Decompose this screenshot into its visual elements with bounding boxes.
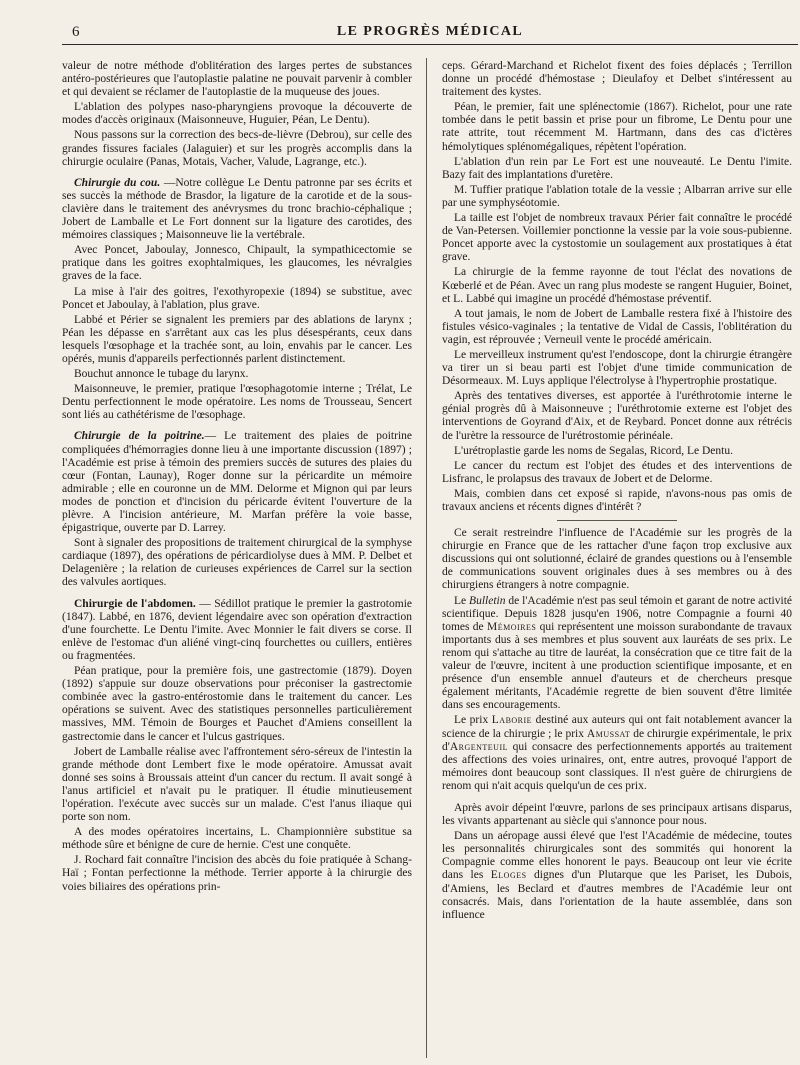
paragraph: A des modes opératoires incertains, L. Championnière substitue sa méthode sûre et bénigne de cure de hernie. C'est une conquête. (62, 826, 412, 852)
eloges-title: Eloges (490, 869, 527, 882)
paragraph: Nous passons sur la correction des becs-de-lièvre (Debrou), sur celle des grandes fissures faciales (Jalaguier) et sur les progrès accomplis dans la chirurgie oculaire (Panas, Motais, Vacher, Valude, Lagrange, etc.). (62, 129, 412, 168)
paragraph: Ce serait restreindre l'influence de l'Académie sur les progrès de la chirurgie en France que de les rattacher d'une façon trop exclusive aux discussions qui ont solutionné, éclairé de grandes questions ou à l'ensemble de communications souvent originales dues à ses membres ou à des chirurgiens étrangers à notre compagnie. (442, 527, 792, 592)
section-heading: Chirurgie de la poitrine. (74, 430, 205, 443)
text-run: dignes d'un Plutarque que les Pariset, les Dubois, d'Amiens, les Beclard et d'autres membres de l'Académie leur ont consacrés. Mais, dans l'orientation de la haute assemblée, dans son influence (442, 869, 792, 921)
right-column (442, 60, 792, 924)
paragraph: L'ablation d'un rein par Le Fort est une nouveauté. Le Dentu l'imite. Bazy fait des implantations d'uretère. (442, 155, 792, 181)
text-run: qui représentent une moisson surabondante de travaux importants dus à ses membres et plus souvent aux lauréats de ses prix. Le renom qui s'attache au titre de lauréat, la consécration que ce titre fait de la valeur de l'œuvre, incitent à une production scientifique imposante, et en présence d'un ensemble annuel d'auteurs et de chercheurs presque également méritants, l'Académie regrette de bien souvent d'être limitée dans ses encouragements. (442, 620, 793, 712)
left-column (62, 60, 412, 896)
paragraph: L'urétroplastie garde les noms de Segalas, Ricord, Le Dentu. (454, 444, 733, 457)
paragraph: Mais, combien dans cet exposé si rapide, n'avons-nous pas omis de travaux anciens et récents dignes d'intérêt ? (442, 487, 792, 513)
paragraph: Jobert de Lamballe réalise avec l'affrontement séro-séreux de l'intestin la grande méthode dont Lembert fixe le mode opératoire. Amussat avait donné ses soins à Broussais atteint d'un cancer du rectum. Il avait songé à l'anus artificiel et n'avait pu le pratiquer. Il étudie minutieusement l'opération. l'exécute avec succès sur un malade. C'est l'anus iliaque qui porte son nom. (62, 745, 412, 824)
text-run: qui consacre des perfectionnements apportés au traitement des affections des voies urinaires, ont, entre autres, provoqué l'apport de mémoires dont beaucoup sont classiques. Il n'est guère de chirurgiens de renom qui n'ait acquis quelqu'un de ces prix. (442, 740, 792, 792)
paragraph: valeur de notre méthode d'oblitération des larges pertes de substances antéro-postérieures que l'autoplastie palatine ne pouvait parvenir à combler et qui devaient se réclamer de l'autoplastie de la muqueuse des joues. (62, 60, 412, 99)
paragraph: L'ablation des polypes naso-pharyngiens provoque la découverte de modes d'accès originaux (Maisonneuve, Huguier, Péan, Le Dentu). (62, 101, 412, 127)
paragraph: Le cancer du rectum est l'objet des études et des interventions de Lisfranc, le prolapsus des travaux de Jobert et de Delorme. (442, 459, 792, 485)
section-cou (62, 177, 412, 242)
column-divider (426, 58, 427, 1058)
memoires-title: Mémoires (486, 620, 537, 633)
paragraph: Le merveilleux instrument qu'est l'endoscope, dont la chirurgie étrangère va tirer un si beau parti est l'objet d'une timide communication de Désormeaux. M. Luys applique l'électrolyse à l'hypertrophie prostatique. (442, 348, 792, 388)
paragraph: Sont à signaler des propositions de traitement chirurgical de la symphyse cardiaque (1897), des opérations de péricardiolyse dues à MM. P. Delbet et Delagenière ; la relation de curieuses expériences de Carrel sur la section des valvules aortiques. (62, 537, 412, 589)
paragraph: La chirurgie de la femme rayonne de tout l'éclat des novations de Kœberlé et de Péan. Avec un rang plus modeste se rangent Huguier, Boinet, et L. Labbé qui imagine un procédé d'hémostase préventif. (442, 266, 792, 305)
section-text: —Notre collègue Le Dentu patronne par ses écrits et ses succès la méthode de Brasdor, la ligature de la carotide et de la sous-clavière dans le traitement des anévrysmes du tronc brachio-céphalique ; Jobert de Lamballe et Le Fort donnent sur la ligature des carotides, des mémoires classiques ; Maisonneuve lie la vertébrale. (62, 176, 413, 242)
prize-name: Amussat (586, 727, 631, 740)
section-rule (557, 520, 677, 521)
paragraph: J. Rochard fait connaître l'incision des abcès du foie pratiquée à Schang-Haï ; Fontan perfectionne la méthode. Terrier apporte à la chirurgie des voies biliaires des opérations prin- (62, 854, 412, 893)
section-text: — Le traitement des plaies de poitrine compliquées d'hémorragies donne lieu à une importante discussion (1897) ; l'Académie est prise à témoin des premiers succès de sutures des plaies du cœur (Fontan, Launay), Roger donne sur la péricardite un mémoire admirable ; elle en couronne un de MM. Delorme et Mignon qui par leurs modes de ponction et d'incision du péricarde évitent l'ouverture de la plèvre. A l'incision antérieure, M. Marfan préfère la voie basse, épigastrique, ouverte par D. Larrey. (62, 430, 412, 535)
section-abdomen (62, 598, 412, 663)
paragraph: Avec Poncet, Jaboulay, Jonnesco, Chipault, la sympathicectomie se pratique dans les goitres exophtalmiques, les glaucomes, les névralgies graves de la face. (62, 244, 412, 283)
section-heading: Chirurgie du cou. (74, 176, 161, 189)
paragraph: Maisonneuve, le premier, pratique l'œsophagotomie interne ; Trélat, Le Dentu perfectionnent le mode opératoire. Les noms de Trousseau, Sencert sont liés au cathétérisme de l'œsophage. (62, 383, 412, 422)
paragraph: Après des tentatives diverses, est apportée à l'uréthrotomie interne le génial progrès dû à Maisonneuve ; l'uréthrotomie externe est l'objet des interventions de Goyrand d'Aix, et de Reybard. Poncet donne aux rétrécis de l'urètre la ressource de l'urétrostomie périnéale. (442, 390, 792, 442)
section-poitrine (62, 430, 412, 535)
paragraph: Après avoir dépeint l'œuvre, parlons de ses principaux artisans disparus, les vivants appartenant au siècle qui s'annonce pour nous. (442, 801, 792, 828)
text-run: de chirurgie expérimentale, le prix d' (442, 727, 793, 753)
text-run: de l'Académie n'est pas seul témoin et garant de notre activité scientifique. Depuis 1828 jusqu'en 1906, notre Compagnie a fourni 40 tomes de (442, 594, 792, 633)
paragraph: La taille est l'objet de nombreux travaux Périer fait connaître le procédé de Van-Petersen. Voillemier ponctionne la vessie par la voie sous-pubienne. Poncet apporte avec la cystostomie un soulagement aux prostatiques à état grave. (442, 212, 792, 264)
text-run: Le prix (454, 714, 492, 727)
journal-title: LE PROGRÈS MÉDICAL (336, 24, 524, 39)
prize-name: Laborie (491, 714, 533, 727)
paragraph (442, 830, 792, 922)
paragraph: La mise à l'air des goitres, l'exothyropexie (1894) se substitue, avec Poncet et Jaboulay, à l'ablation, plus grave. (62, 285, 412, 311)
paragraph: ceps. Gérard-Marchand et Richelot fixent des foies déplacés ; Terrillon donne un procédé d'hémostase ; Dieulafoy et Delbet s'intéressent au traitement des kystes. (442, 60, 792, 99)
paragraph (442, 714, 792, 793)
section-heading: Chirurgie de l'abdomen. (74, 597, 196, 610)
paragraph: M. Tuffier pratique l'ablation totale de la vessie ; Albarran arrive sur elle par une symphyséotomie. (442, 183, 792, 209)
paragraph: Bouchut annonce le tubage du larynx. (74, 368, 249, 381)
text-run: destiné aux auteurs qui ont fait notablement avancer la science de la chirurgie ; le prix (442, 714, 793, 740)
text-run: Dans un aéropage aussi élevé que l'est l'Académie de médecine, toutes les personnalités chirurgicales sont des sommités qui honorent la Compagnie comme elles honorent le pays. Beaucoup ont leur vie écrite dans les (442, 830, 792, 882)
paragraph: Labbé et Périer se signalent les premiers par des ablations de larynx ; Péan les dépasse en s'arrêtant aux cas les plus désespérants, ceux dans lesquels l'œsophage et la trachée sont, au loin, envahis par le cancer. Les opérés, munis d'appareils perfectionnés parlent distinctement. (62, 313, 412, 365)
paragraph: Péan, le premier, fait une splénectomie (1867). Richelot, pour une rate tombée dans le petit bassin et prise pour un fibrome, Le Dentu pour une rate attrite, tout récemment M. Hartmann, dans des cas d'ictères hémolytiques splénomégaliques, répètent l'opération. (442, 101, 792, 153)
paragraph: A tout jamais, le nom de Jobert de Lamballe restera fixé à l'histoire des fistules vésico-vaginales ; la tentative de Vidal de Cassis, l'oblitération du vagin, est réprouvée ; Verneuil vente le procédé américain. (442, 307, 792, 346)
running-header (62, 20, 798, 45)
text-run: Le (454, 594, 470, 607)
section-text: — Sédillot pratique le premier la gastrotomie (1847). Labbé, en 1876, devient légendaire avec son opération d'extraction d'une fourchette. Le Dentu l'imite. Avec Monnier le fait divers se corse. Il enlève de l'estomac d'un aliéné vingt-cinq fourchettes ou cuillers, entières ou fragmentées. (62, 597, 413, 662)
prize-name: Argenteuil (449, 740, 509, 753)
paragraph (442, 595, 792, 713)
bulletin-title: Bulletin (469, 594, 506, 607)
page-number: 6 (72, 24, 80, 40)
paragraph: Péan pratique, pour la première fois, une gastrectomie (1879). Doyen (1892) s'appuie sur douze observations pour préconiser la gastrectomie combinée avec la gastro-entérostomie dans le traitement du cancer. Les opérations se suivent. Avec des statistiques personnelles particulièrement massives, MM. Témoin de Bourges et Pauchet d'Amiens conseillent la gastrectomie dans le cancer et l'ulcus gastriques. (62, 665, 412, 743)
